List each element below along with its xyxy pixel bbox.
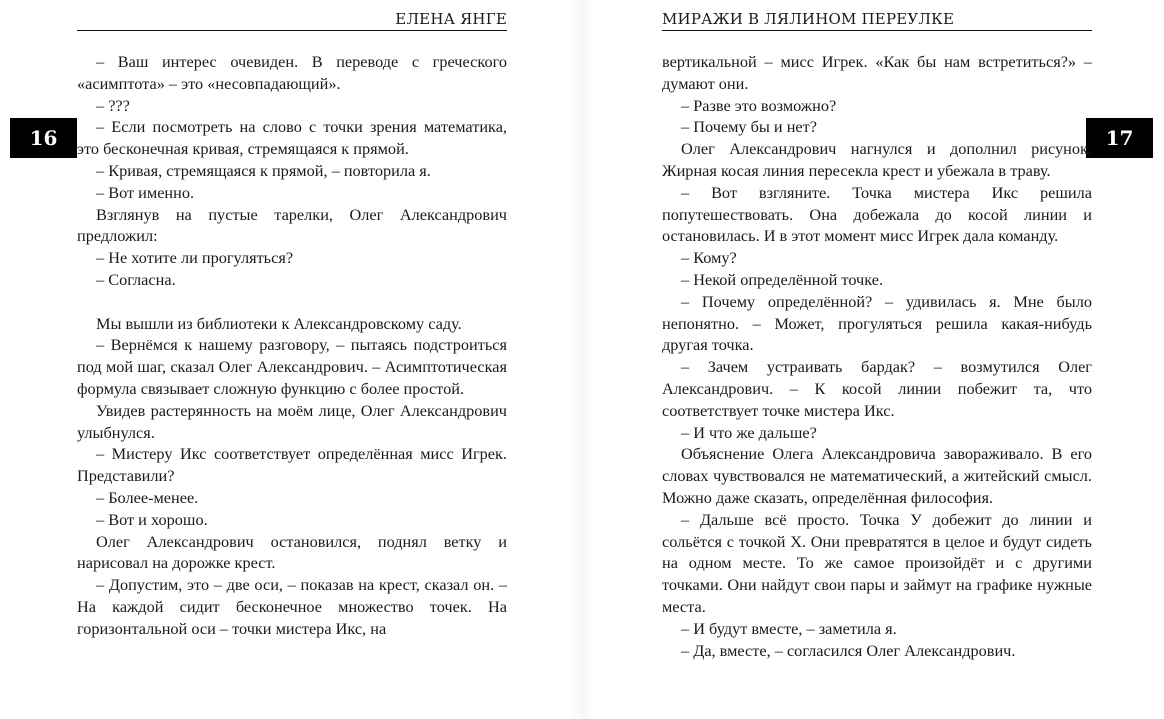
paragraph: Олег Александрович нагнулся и дополнил рисунок. Жирная косая линия пересекла крест и убежала в траву.: [662, 139, 1092, 180]
paragraph: – Допустим, это – две оси, – показав на крест, сказал он. – На каждой сидит бесконечное множество точек. На горизонтальной оси – точки мистера Икс, на: [77, 575, 507, 638]
paragraph: Увидев растерянность на моём лице, Олег Александрович улыбнулся.: [77, 400, 507, 442]
paragraph: – Кривая, стремящаяся к прямой, – повторила я.: [96, 160, 431, 180]
paragraph: – Дальше всё просто. Точка У добежит до линии и сольётся с точкой Х. Они превратятся в целое и будут сидеть на одном месте. То же самое произойдёт и с другими точками. Они найдут свои пары и займут на графике нужные места.: [662, 509, 1092, 616]
paragraph: Мы вышли из библиотеки к Александровскому саду.: [96, 313, 462, 333]
paragraph: – Почему бы и нет?: [681, 117, 817, 137]
left-page: [77, 0, 507, 719]
paragraph: Объяснение Олега Александровича завораживало. В его словах чувствовался не математический, а житейский смысл. Можно даже сказать, определённая философия.: [662, 444, 1092, 507]
paragraph: – Кому?: [681, 248, 737, 268]
page-number-right: 17: [1086, 118, 1153, 158]
paragraph: – Более-менее.: [96, 487, 199, 507]
page-number-left: 16: [10, 118, 77, 158]
right-page-text: [662, 51, 1092, 661]
paragraph: – И будут вместе, – заметила я.: [681, 618, 897, 638]
paragraph: – Вот и хорошо.: [96, 509, 208, 529]
book-gutter: [570, 0, 594, 719]
paragraph: – Разве это возможно?: [681, 95, 837, 115]
paragraph: Взглянув на пустые тарелки, Олег Александрович предложил:: [77, 204, 507, 246]
paragraph: – Не хотите ли прогуляться?: [96, 248, 294, 268]
paragraph: – ???: [96, 95, 130, 115]
paragraph: – Зачем устраивать бардак? – возмутился Олег Александрович. – К косой линии побежит та, что соответствует точке мистера Икс.: [662, 357, 1092, 420]
paragraph: – Вот взгляните. Точка мистера Икс решила попутешествовать. Она добежала до косой линии и остановилась. И в этот момент мисс Игрек дала команду.: [662, 182, 1092, 246]
paragraph: – Если посмотреть на слово с точки зрения математика, это бесконечная кривая, стремящаяся к прямой.: [77, 117, 507, 159]
paragraph: – Мистеру Икс соответствует определённая мисс Игрек. Представили?: [77, 444, 507, 486]
running-head-title: МИРАЖИ В ЛЯЛИНОМ ПЕРЕУЛКЕ: [662, 10, 1092, 31]
paragraph: – Согласна.: [96, 269, 176, 289]
paragraph: – Ваш интерес очевиден. В переводе с греческого «асимптота» – это «несовпадающий».: [77, 52, 507, 93]
paragraph-continuation: вертикальной – мисс Игрек. «Как бы нам встретиться?» – думают они.: [662, 52, 1092, 93]
left-page-text: [77, 51, 507, 640]
paragraph: – Да, вместе, – согласился Олег Александрович.: [681, 640, 1016, 660]
paragraph: – Некой определённой точке.: [681, 269, 884, 289]
right-page: [662, 0, 1092, 719]
paragraph: Олег Александрович остановился, поднял ветку и нарисовал на дорожке крест.: [77, 531, 507, 573]
running-head-author: ЕЛЕНА ЯНГЕ: [77, 10, 507, 31]
paragraph: – Вот именно.: [96, 182, 195, 202]
paragraph: – И что же дальше?: [681, 422, 817, 442]
paragraph: – Вернёмся к нашему разговору, – пытаясь подстроиться под мой шаг, сказал Олег Александрович. – Асимптотическая формула связывает сложную функцию с более простой.: [77, 335, 507, 398]
paragraph: – Почему определённой? – удивилась я. Мне было непонятно. – Может, прогуляться решила какая-нибудь другая точка.: [662, 291, 1092, 355]
